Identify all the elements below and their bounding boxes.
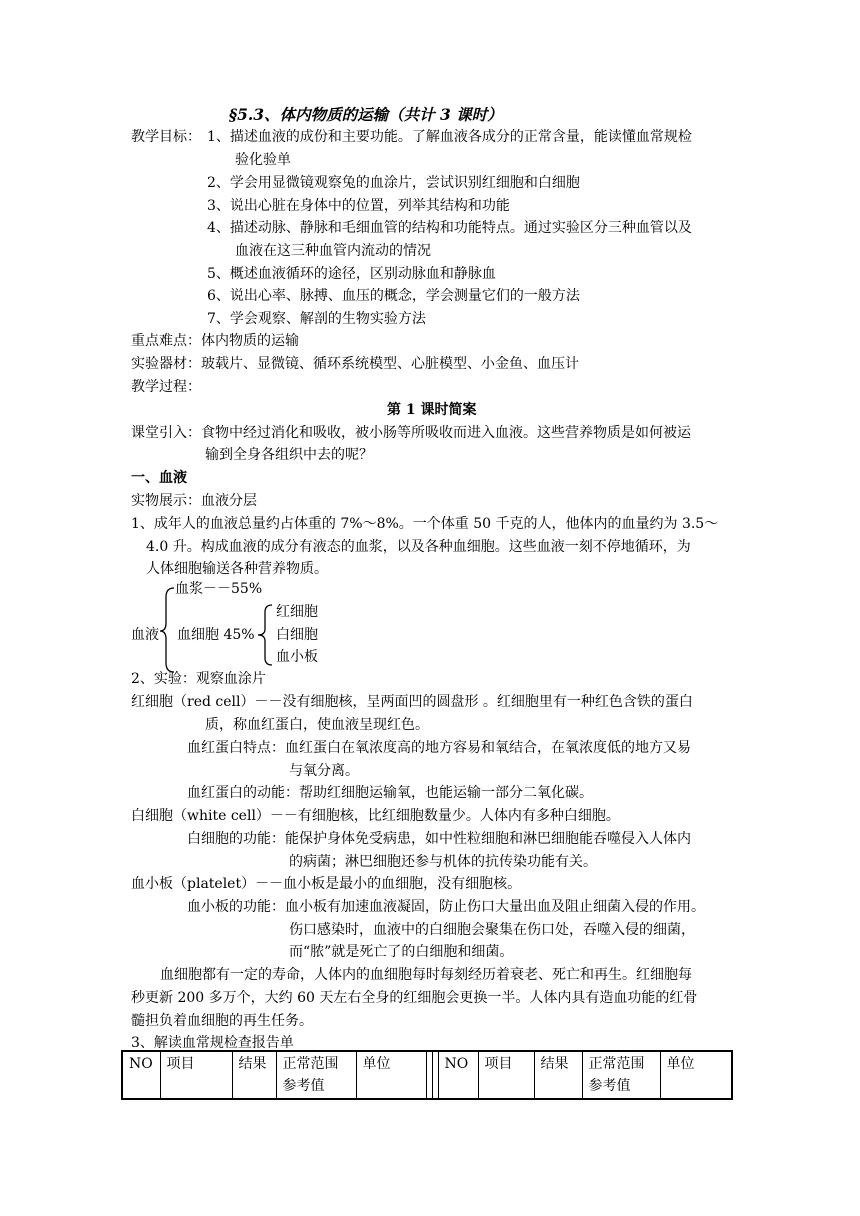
report-heading: 3、解读血常规检查报告单	[131, 1035, 294, 1051]
diagram-wbc: 白细胞	[276, 627, 318, 643]
table-header-unit: 单位	[356, 1051, 426, 1099]
objective-item: 5、概述血液循环的途径，区别动脉血和静脉血	[207, 266, 496, 282]
blood-report-table	[121, 1050, 733, 1100]
objective-item: 3、说出心脏在身体中的位置，列举其结构和功能	[207, 198, 510, 214]
table-header-no: NO	[438, 1051, 478, 1099]
para1-line: 1、成年人的血液总量约占体重的 7%～8%。一个体重 50 千克的人，他体内的血量约为 3.5～	[131, 516, 719, 532]
objective-item: 7、学会观察、解剖的生物实验方法	[207, 311, 426, 327]
para1-line: 4.0 升。构成血液的成分有液态的血浆，以及各种血细胞。这些血液一刻不停地循环，为	[146, 539, 691, 555]
diagram-rbc: 红细胞	[276, 604, 318, 620]
key-points: 重点难点：体内物质的运输	[131, 333, 299, 349]
para2-line: 血细胞都有一定的寿命，人体内的血细胞每时每刻经历着衰老、死亡和再生。红细胞每	[160, 967, 692, 983]
table-header-item: 项目	[478, 1051, 534, 1099]
hemoglobin-function: 血红蛋白的动能：帮助红细胞运输氧，也能运输一部分二氧化碳。	[187, 785, 593, 801]
objective-item-cont: 验化验单	[235, 152, 291, 168]
para1-line: 人体细胞输送各种营养物质。	[146, 561, 328, 577]
objectives-label: 教学目标：	[131, 129, 201, 145]
intro-line-cont: 输到全身各组织中去的呢？	[205, 447, 373, 463]
wbc-function-cont: 的病菌；淋巴细胞还参与机体的抗传染功能有关。	[289, 854, 597, 870]
rbc-line-cont: 质，称血红蛋白，使血液呈现红色。	[205, 717, 429, 733]
platelet-line: 血小板（platelet）－－血小板是最小的血细胞，没有细胞核。	[131, 876, 522, 892]
range-text: 正常范围参考值	[588, 1056, 645, 1094]
para2-line: 秒更新 200 多万个，大约 60 天左右全身的红细胞会更换一半。人体内具有造血功能的红骨	[131, 990, 698, 1006]
intro-line: 课堂引入：食物中经过消化和吸收，被小肠等所吸收而进入血液。这些营养物质是如何被运	[131, 425, 691, 441]
objective-item: 1、描述血液的成份和主要功能。了解血液各成分的正常含量，能读懂血常规检	[207, 129, 692, 145]
table-header-range	[582, 1051, 660, 1099]
rbc-line: 红细胞（red cell）－－没有细胞核，呈两面凹的圆盘形 。红细胞里有一种红色含铁的蛋白	[131, 694, 693, 710]
section-heading-blood: 一、血液	[131, 470, 187, 486]
range-text: 正常范围参考值	[282, 1056, 339, 1094]
table-header-result: 结果	[534, 1051, 582, 1099]
table-header-row	[122, 1051, 732, 1099]
page-title: §5.3、体内物质的运输（共计 3 课时）	[229, 105, 503, 124]
table-header-result: 结果	[232, 1051, 276, 1099]
objective-item: 2、学会用显微镜观察兔的血涂片，尝试识别红细胞和白细胞	[207, 175, 580, 191]
table-header-no: NO	[122, 1051, 160, 1099]
hemoglobin-feature-cont: 与氧分离。	[289, 763, 359, 779]
objective-item: 4、描述动脉、静脉和毛细血管的结构和功能特点。通过实验区分三种血管以及	[207, 220, 692, 236]
wbc-function: 白细胞的功能：能保护身体免受病患，如中性粒细胞和淋巴细胞能吞噬侵入人体内	[187, 831, 691, 847]
experiment-heading: 2、实验：观察血涂片	[131, 671, 266, 687]
wbc-line: 白细胞（white cell）－－有细胞核，比红细胞数量少。人体内有多种白细胞。	[131, 808, 620, 824]
table-header-item: 项目	[160, 1051, 232, 1099]
objective-item: 6、说出心率、脉搏、血压的概念，学会测量它们的一般方法	[207, 288, 580, 304]
platelet-function-cont: 伤口感染时，血液中的白细胞会聚集在伤口处，吞噬入侵的细菌，	[289, 922, 695, 938]
diagram-blood-cells: 血细胞 45%	[177, 627, 255, 643]
display-line: 实物展示：血液分层	[131, 493, 257, 509]
lesson-heading: 第 1 课时简案	[387, 402, 477, 418]
table-header-range	[276, 1051, 356, 1099]
diagram-root-blood: 血液	[131, 627, 159, 643]
table-header-unit: 单位	[660, 1051, 732, 1099]
objective-item-cont: 血液在这三种血管内流动的情况	[235, 243, 431, 259]
brace-cells-bracket	[256, 602, 276, 668]
equipment: 实验器材：玻载片、显微镜、循环系统模型、心脏模型、小金鱼、血压计	[131, 356, 579, 372]
para2-line: 髓担负着血细胞的再生任务。	[131, 1013, 313, 1029]
platelet-function: 血小板的功能：血小板有加速血液凝固，防止伤口大量出血及阻止细菌入侵的作用。	[187, 899, 705, 915]
platelet-function-cont: 而“脓”就是死亡了的白细胞和细菌。	[289, 944, 514, 960]
diagram-plasma: 血浆－－55%	[175, 581, 263, 597]
teaching-process: 教学过程：	[131, 379, 201, 395]
hemoglobin-feature: 血红蛋白特点：血红蛋白在氧浓度高的地方容易和氧结合，在氧浓度低的地方又易	[187, 740, 691, 756]
diagram-platelet: 血小板	[276, 649, 318, 665]
